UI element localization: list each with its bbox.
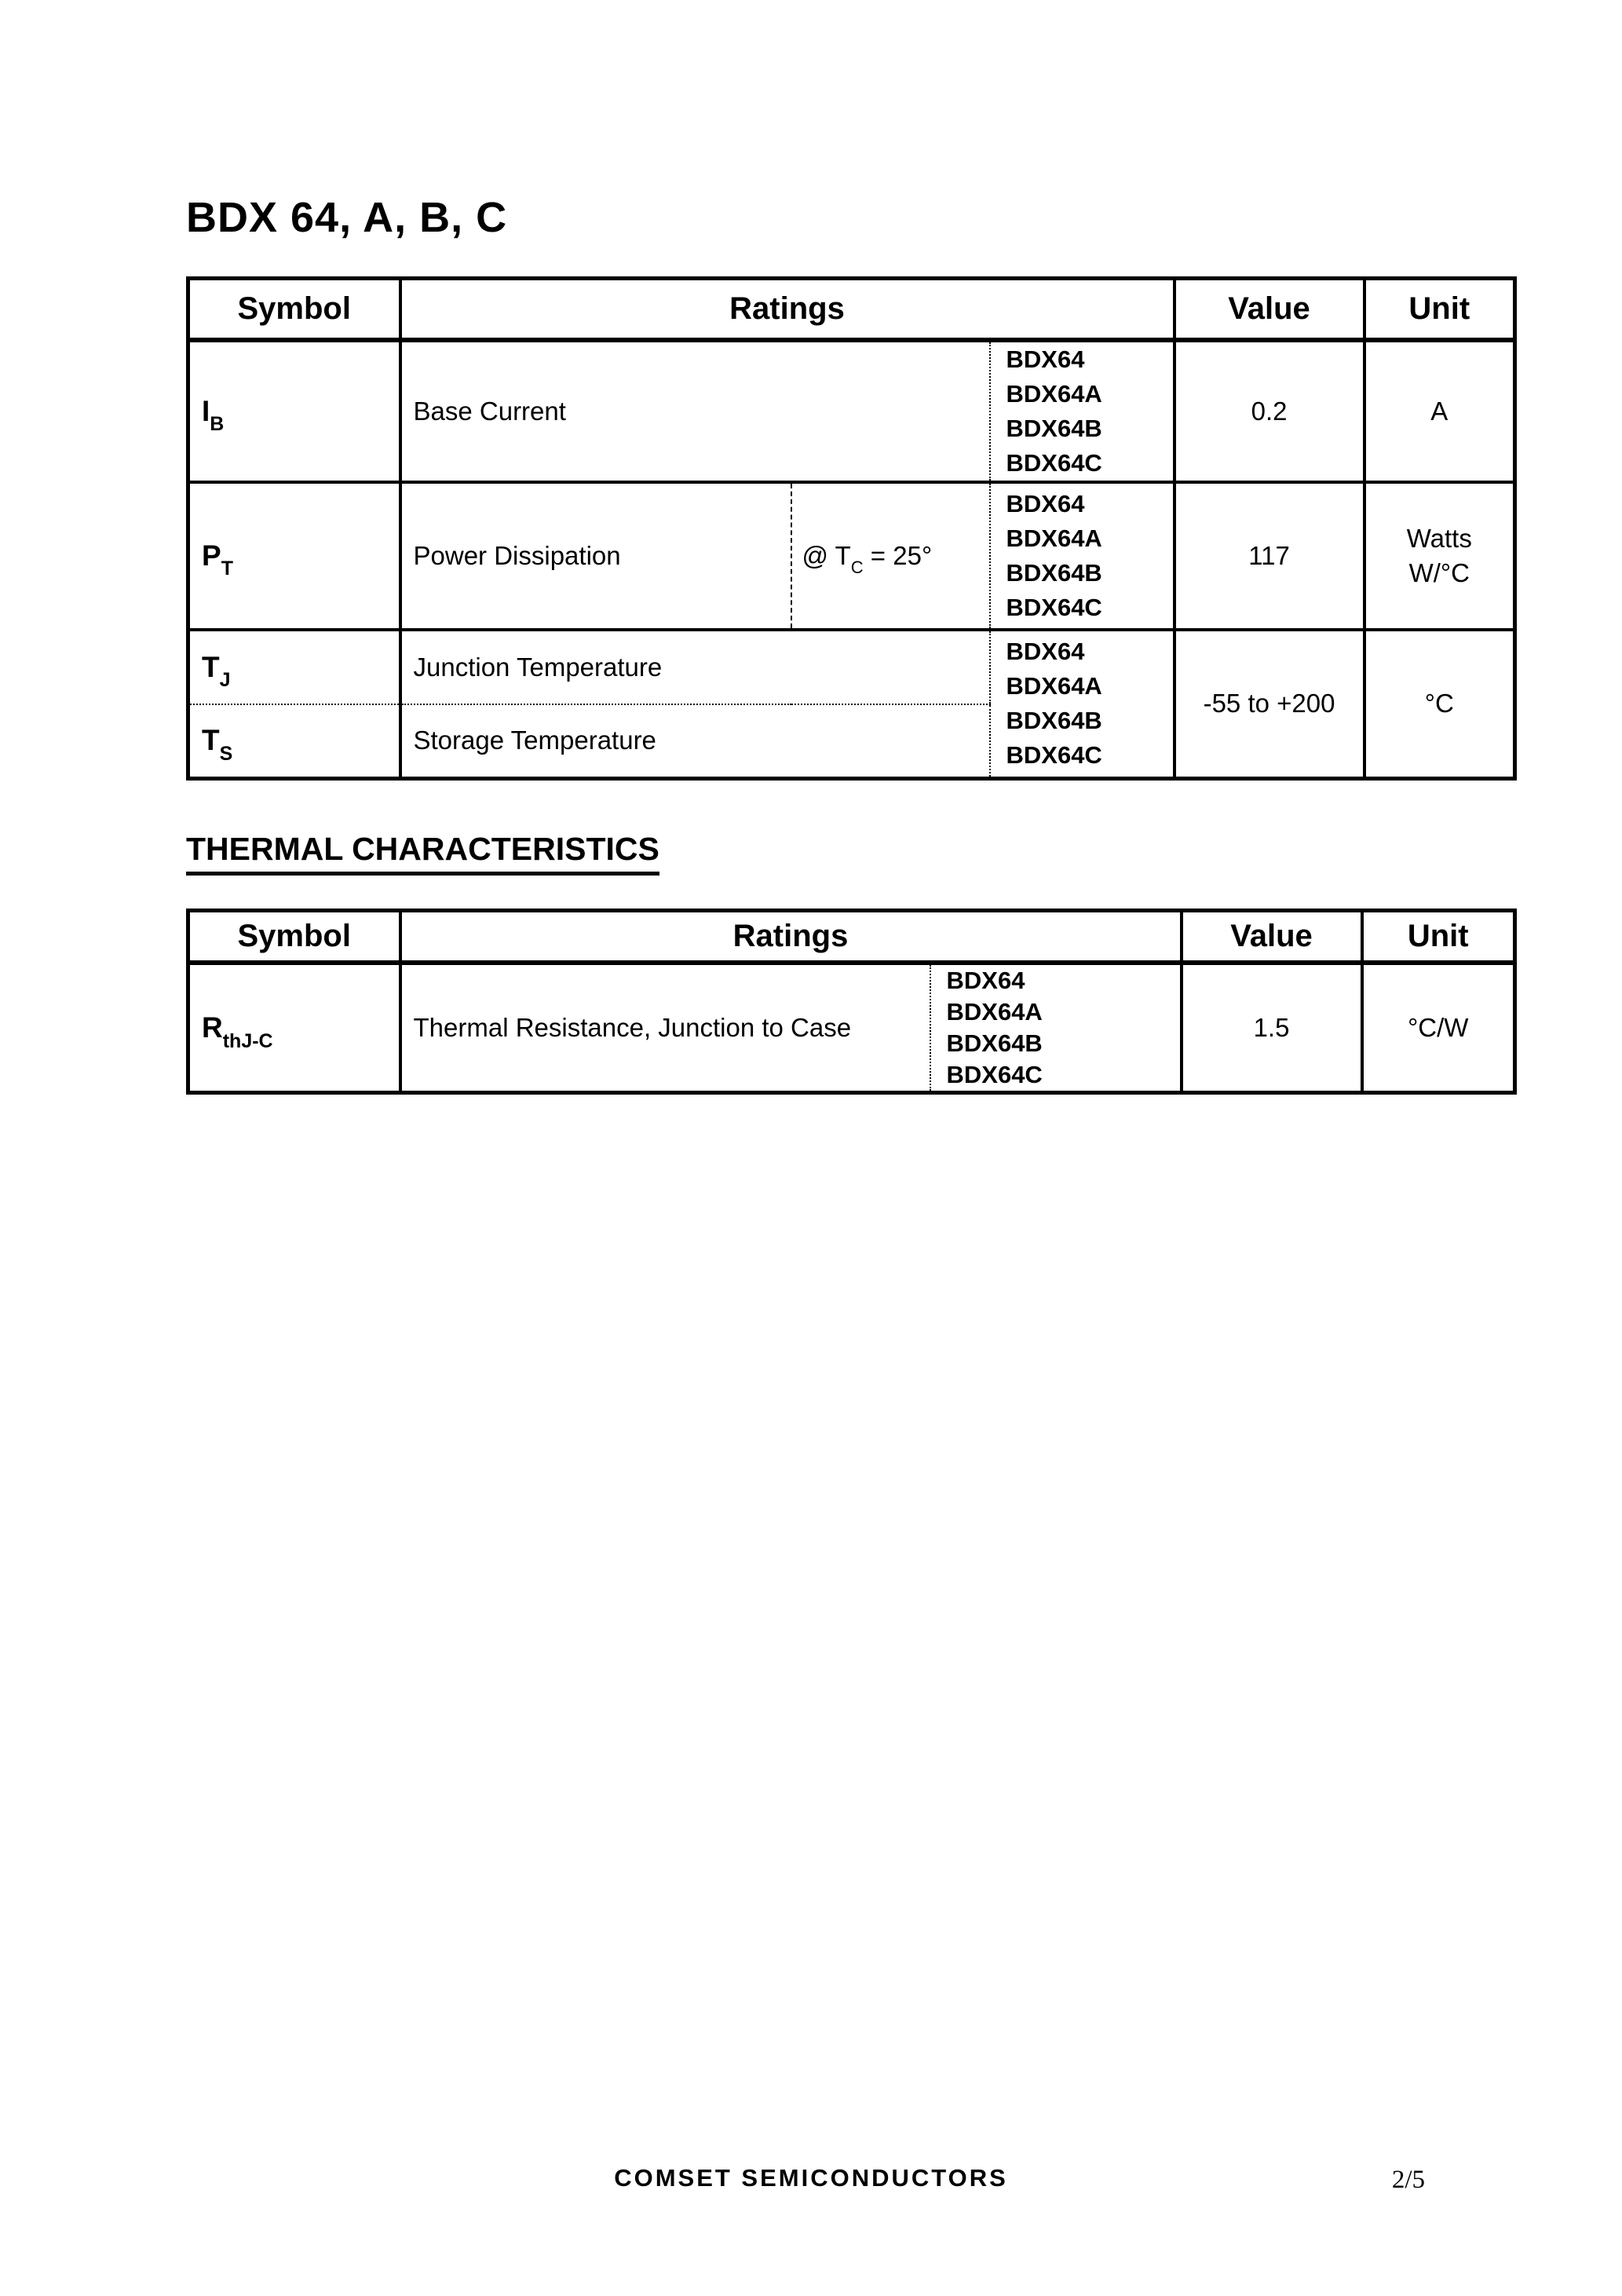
value-cell: 0.2 [1174, 340, 1364, 482]
rating-cell: Base Current [400, 340, 990, 482]
symbol-base: T [202, 724, 220, 757]
symbol-subscript: thJ-C [222, 1029, 273, 1052]
device-list-item: BDX64C [1006, 593, 1102, 621]
ratings-table-header-row [188, 279, 1515, 340]
device-list [1006, 634, 1173, 773]
device-list [1006, 342, 1173, 481]
device-list [947, 965, 1180, 1091]
page-number: 2/5 [1391, 2166, 1425, 2194]
symbol-cell [188, 963, 400, 1093]
column-header-ratings: Ratings [400, 279, 1174, 340]
thermal-table-header-row [188, 911, 1515, 963]
unit-cell: A [1364, 340, 1515, 482]
thermal-characteristics-table [186, 909, 1517, 1095]
column-header-unit: Unit [1364, 279, 1515, 340]
symbol-subscript: S [219, 743, 233, 766]
column-header-symbol: Symbol [188, 911, 400, 963]
column-header-value: Value [1182, 911, 1362, 963]
column-header-ratings: Ratings [400, 911, 1182, 963]
value-cell: 1.5 [1182, 963, 1362, 1093]
condition-prefix: @ T [802, 540, 851, 570]
table-row-thermal-resistance [188, 963, 1515, 1093]
column-header-symbol: Symbol [188, 279, 400, 340]
unit-cell: °C/W [1362, 963, 1515, 1093]
device-list-item: BDX64B [1006, 558, 1102, 587]
symbol-base: I [202, 394, 210, 427]
table-row-power-dissipation [188, 482, 1515, 630]
condition-subscript: C [850, 558, 864, 578]
footer [0, 2164, 1622, 2199]
section-heading: THERMAL CHARACTERISTICS [186, 831, 659, 876]
ratings-table [186, 276, 1517, 781]
device-list-cell [990, 340, 1174, 482]
table-row-junction-temperature [188, 630, 1515, 704]
device-list-item: BDX64C [1006, 741, 1102, 770]
value-cell: 117 [1174, 482, 1364, 630]
device-list-item: BDX64C [1006, 448, 1102, 477]
symbol-subscript: B [210, 413, 225, 436]
unit-cell [1364, 482, 1515, 630]
symbol-subscript: T [221, 558, 233, 580]
company-name: COMSET SEMICONDUCTORS [614, 2164, 1008, 2192]
rating-cell: Junction Temperature [400, 630, 990, 704]
device-list-item: BDX64 [1006, 345, 1085, 373]
symbol-cell [188, 482, 400, 630]
device-list-item: BDX64B [1006, 707, 1102, 735]
symbol-cell [188, 340, 400, 482]
rating-cell: Storage Temperature [400, 704, 990, 779]
device-list-cell [930, 963, 1182, 1093]
column-header-value: Value [1174, 279, 1364, 340]
column-header-unit: Unit [1362, 911, 1515, 963]
device-list-item: BDX64A [1006, 524, 1102, 552]
page-title: BDX 64, A, B, C [186, 194, 508, 241]
unit-line: Watts [1406, 523, 1472, 553]
device-list-item: BDX64 [1006, 638, 1085, 666]
value-cell: -55 to +200 [1174, 630, 1364, 779]
device-list-cell [990, 482, 1174, 630]
symbol-subscript: J [219, 669, 231, 692]
device-list-item: BDX64B [1006, 414, 1102, 442]
symbol-base: T [202, 650, 220, 683]
symbol-base: P [202, 539, 221, 572]
symbol-cell [188, 630, 400, 704]
device-list-item: BDX64A [946, 997, 1043, 1026]
device-list-item: BDX64C [946, 1060, 1043, 1088]
device-list [1006, 487, 1173, 625]
unit-line: W/°C [1408, 558, 1470, 587]
symbol-base: R [202, 1011, 223, 1044]
table-row-base-current [188, 340, 1515, 482]
condition-suffix: = 25° [863, 540, 933, 570]
unit-cell: °C [1364, 630, 1515, 779]
device-list-item: BDX64A [1006, 672, 1102, 700]
device-list-item: BDX64 [946, 966, 1025, 994]
rating-cell: Thermal Resistance, Junction to Case [400, 963, 930, 1093]
device-list-item: BDX64B [946, 1029, 1043, 1057]
rating-cell: Power Dissipation [400, 482, 791, 630]
condition-cell [791, 482, 990, 630]
device-list-item: BDX64 [1006, 489, 1085, 517]
device-list-cell [990, 630, 1174, 779]
symbol-cell [188, 704, 400, 779]
device-list-item: BDX64A [1006, 379, 1102, 408]
